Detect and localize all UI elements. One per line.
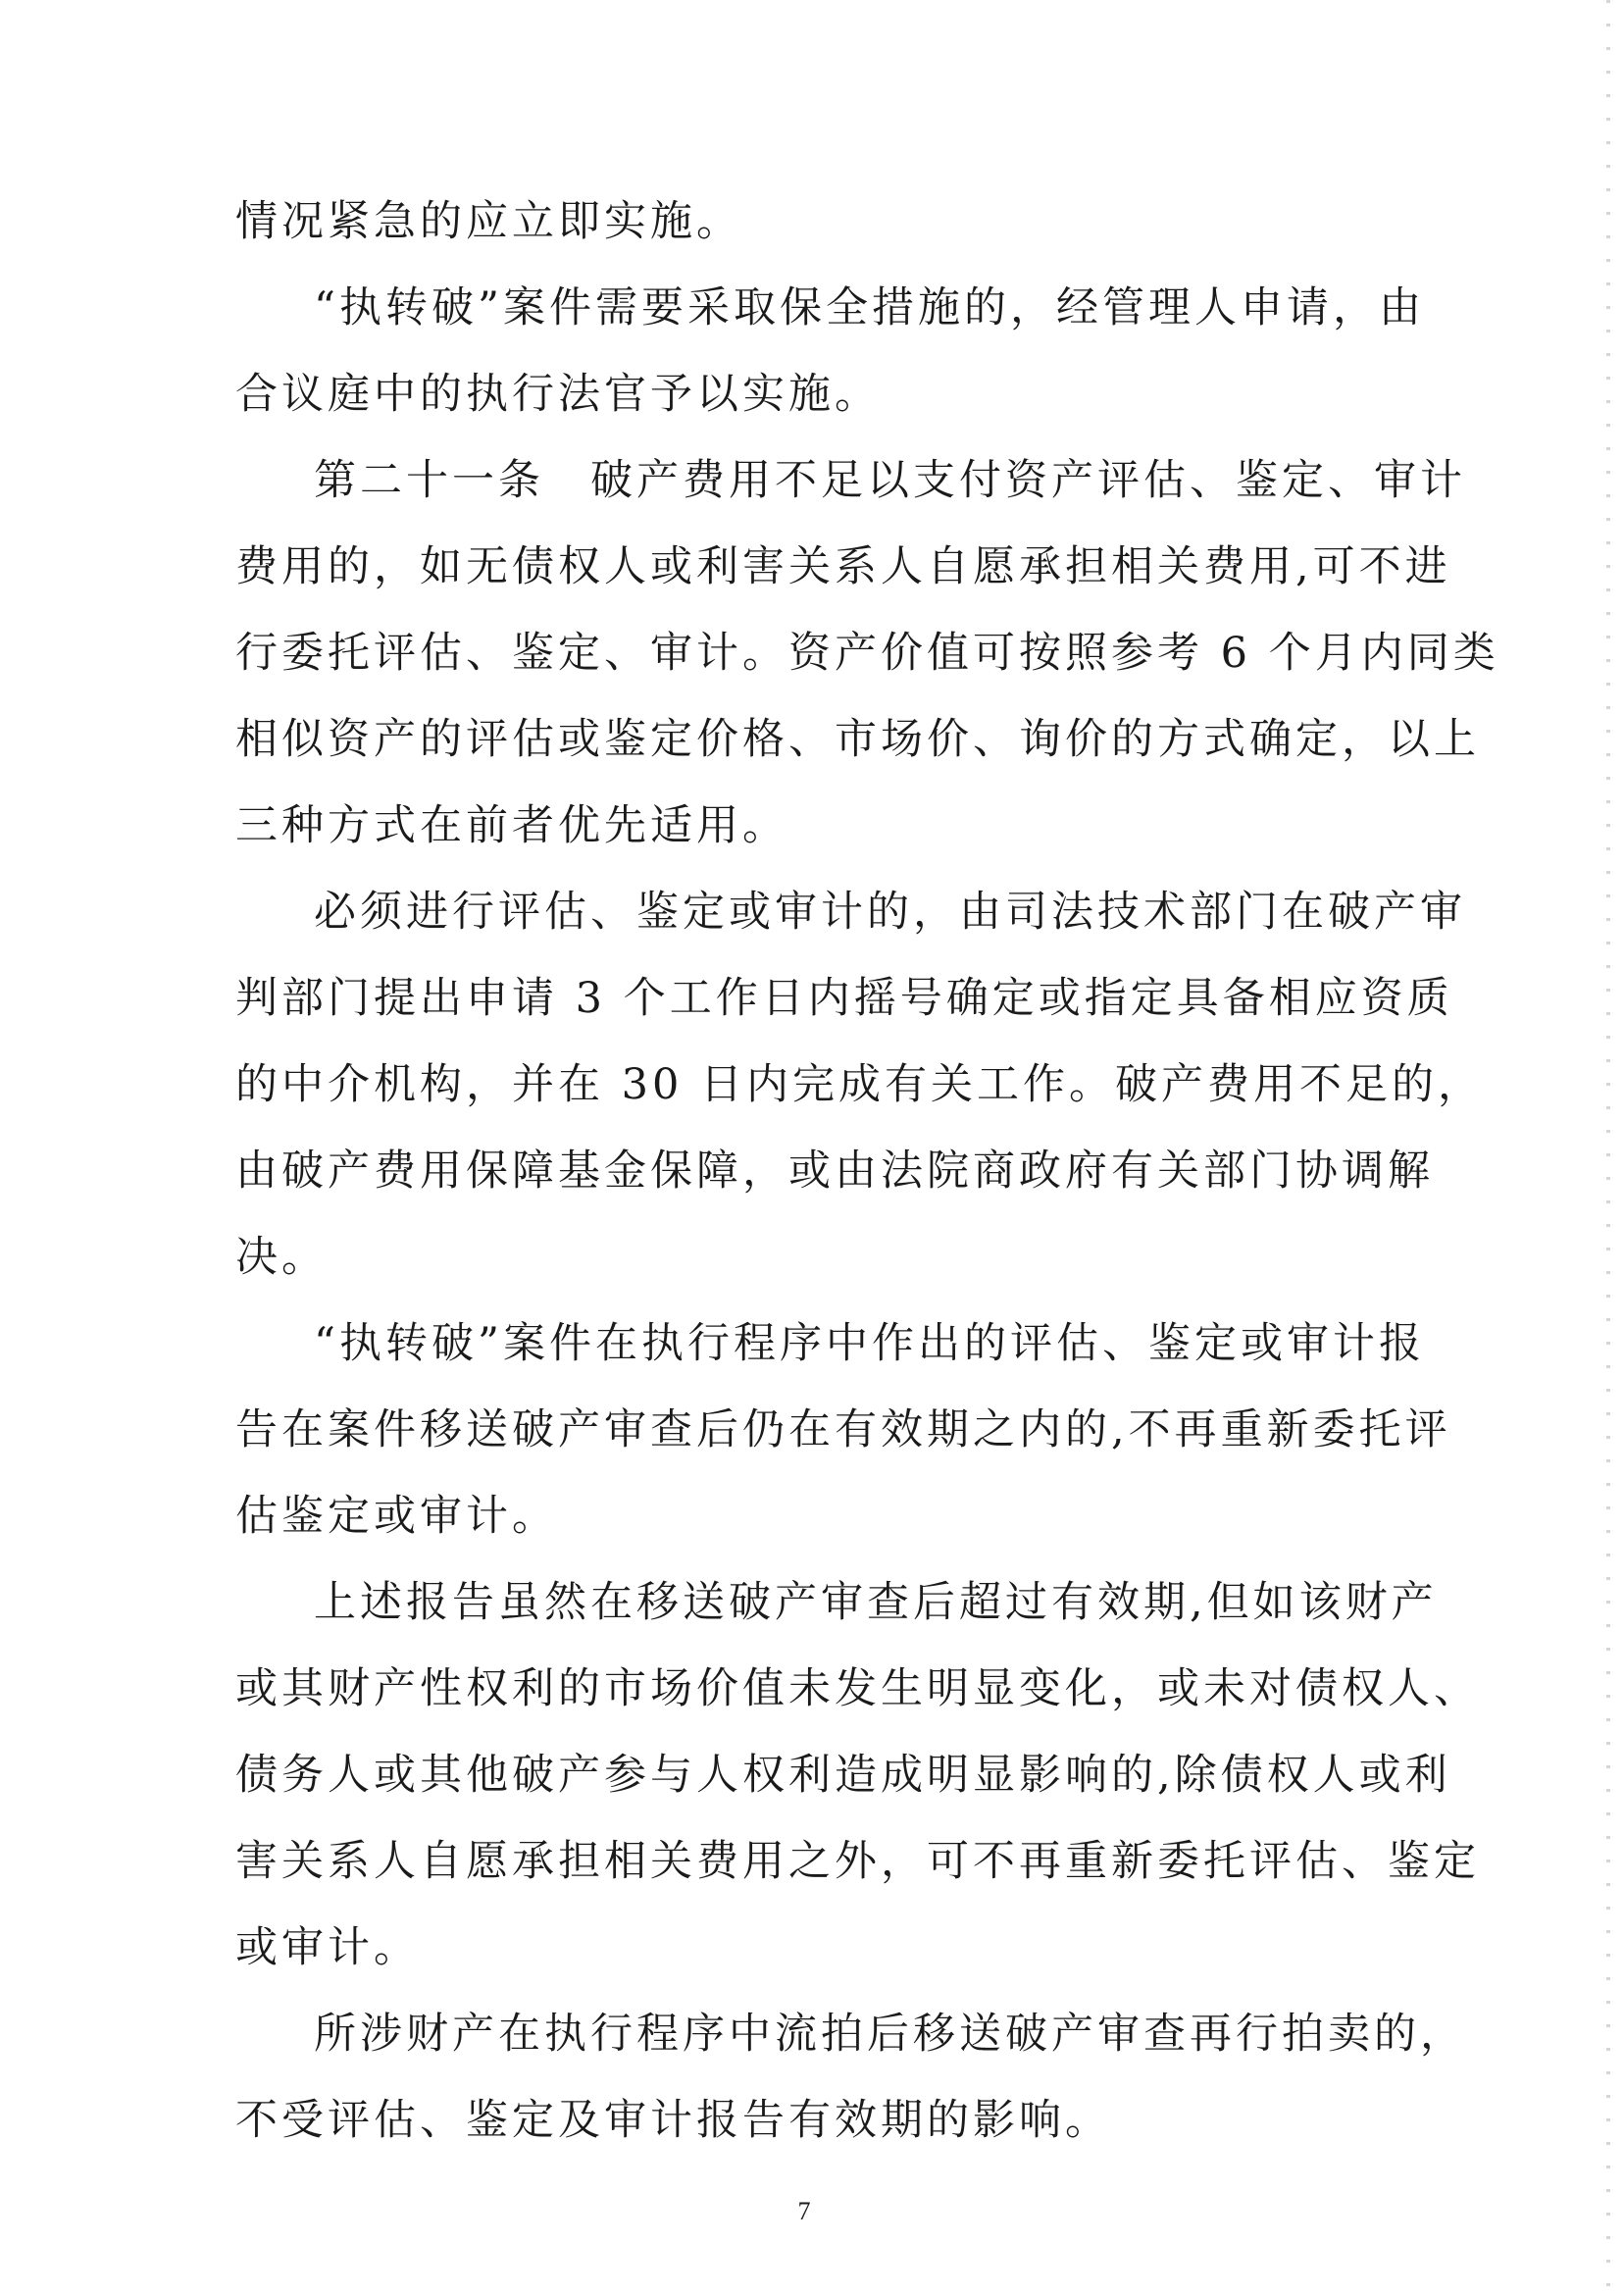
text-line: 相似资产的评估或鉴定价格、市场价、询价的方式确定，以上	[235, 715, 1480, 764]
scan-edge-mark	[1606, 0, 1610, 2293]
text-line: “执转破”案件需要采取保全措施的，经管理人申请，由	[314, 283, 1425, 332]
text-line: 或审计。	[235, 1923, 420, 1972]
text-line: 债务人或其他破产参与人权利造成明显影响的,除债权人或利	[235, 1751, 1451, 1800]
text-line: 由破产费用保障基金保障，或由法院商政府有关部门协调解	[235, 1146, 1434, 1196]
text-line: 判部门提出申请 3 个工作日内摇号确定或指定具备相应资质	[235, 974, 1453, 1023]
text-line: 不受评估、鉴定及审计报告有效期的影响。	[235, 2096, 1111, 2145]
text-line: 所涉财产在执行程序中流拍后移送破产审查再行拍卖的，	[314, 2010, 1466, 2059]
text-line: 必须进行评估、鉴定或审计的，由司法技术部门在破产审	[314, 888, 1466, 937]
text-line: 第二十一条 破产费用不足以支付资产评估、鉴定、审计	[314, 456, 1466, 505]
text-line: 决。	[235, 1233, 328, 1282]
page-number: 7	[797, 2197, 811, 2225]
text-line: 告在案件移送破产审查后仍在有效期之内的,不再重新委托评	[235, 1405, 1451, 1454]
text-line: 的中介机构，并在 30 日内完成有关工作。破产费用不足的，	[235, 1060, 1485, 1109]
text-line: 合议庭中的执行法官予以实施。	[235, 370, 881, 419]
text-line: 费用的，如无债权人或利害关系人自愿承担相关费用,可不进	[235, 542, 1451, 591]
text-line: “执转破”案件在执行程序中作出的评估、鉴定或审计报	[314, 1319, 1425, 1368]
text-line: 三种方式在前者优先适用。	[235, 801, 788, 850]
text-line: 害关系人自愿承担相关费用之外，可不再重新委托评估、鉴定	[235, 1837, 1480, 1886]
text-line: 上述报告虽然在移送破产审查后超过有效期,但如该财产	[314, 1578, 1438, 1627]
text-line: 行委托评估、鉴定、审计。资产价值可按照参考 6 个月内同类	[235, 629, 1499, 678]
text-line: 情况紧急的应立即实施。	[235, 197, 742, 246]
text-line: 估鉴定或审计。	[235, 1492, 558, 1541]
text-line: 或其财产性权利的市场价值未发生明显变化，或未对债权人、	[235, 1664, 1480, 1713]
